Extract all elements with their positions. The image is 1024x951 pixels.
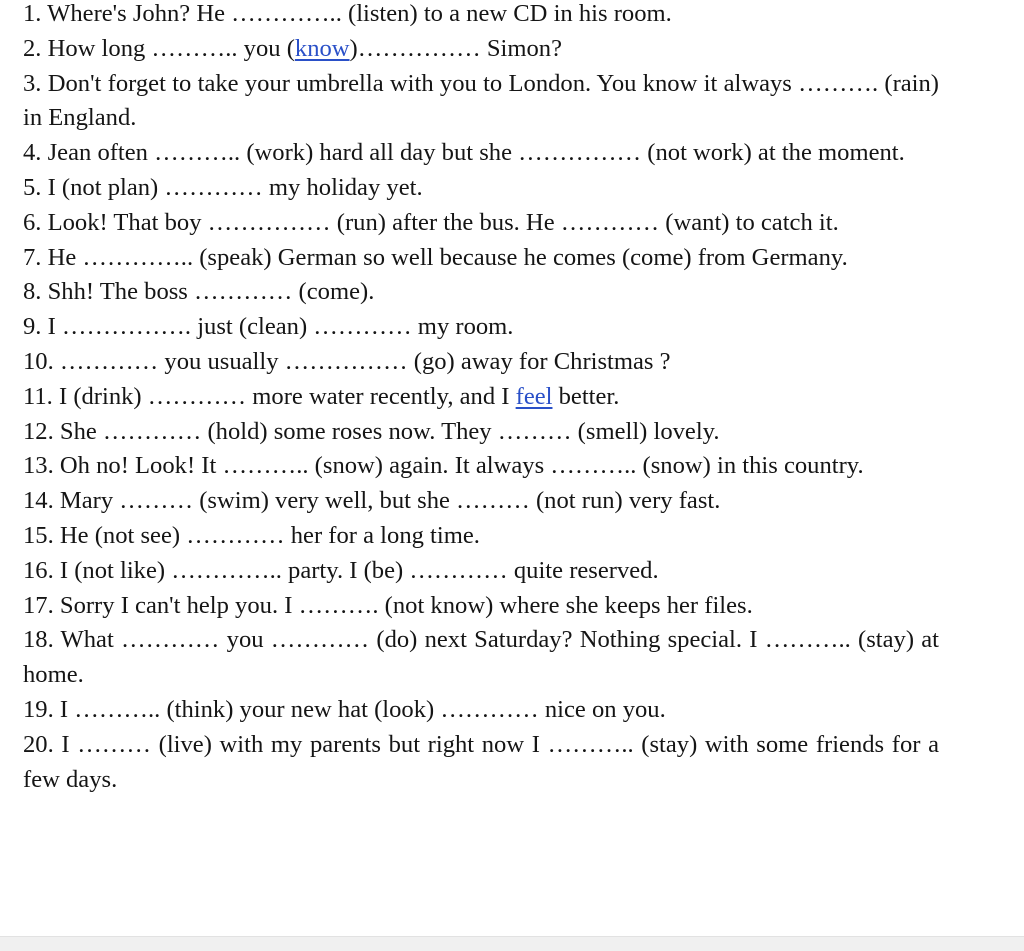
exercise-item-6 <box>23 206 939 241</box>
item-text: better. <box>552 382 620 410</box>
exercise-item-5 <box>23 171 939 206</box>
exercise-item-11 <box>23 380 939 415</box>
exercise-item-14 <box>23 484 939 519</box>
exercise-item-1 <box>23 0 939 32</box>
item-text: 2. How long ……….. you ( <box>23 34 295 62</box>
item-text: 10. ………… you usually …………… (go) away for Christmas ? <box>23 347 671 375</box>
item-text: 18. What ………… you ………… (do) next Saturday? Nothing special. I ……….. (stay) at home. <box>23 626 939 689</box>
exercise-item-2 <box>23 32 939 67</box>
page-bottom-edge <box>0 936 1024 951</box>
item-text: 17. Sorry I can't help you. I ………. (not know) where she keeps her files. <box>23 591 753 619</box>
item-text: 16. I (not like) ………….. party. I (be) ………… quite reserved. <box>23 556 659 584</box>
exercise-item-12 <box>23 415 939 450</box>
item-text: )…………… Simon? <box>349 34 563 62</box>
item-text: 5. I (not plan) ………… my holiday yet. <box>23 173 423 201</box>
item-text: 9. I ……………. just (clean) ………… my room. <box>23 313 514 341</box>
hyperlink-know[interactable]: know <box>294 34 350 62</box>
exercise-item-4 <box>23 136 939 171</box>
item-text: 19. I ……….. (think) your new hat (look) ………… nice on you. <box>23 695 666 723</box>
exercise-item-3 <box>23 67 939 137</box>
item-text: 15. He (not see) ………… her for a long time. <box>23 521 480 549</box>
exercise-item-16 <box>23 554 939 589</box>
exercise-item-18 <box>23 623 939 693</box>
item-text: 3. Don't forget to take your umbrella with you to London. You know it always ………. (rain) in England. <box>23 69 939 132</box>
item-text: 1. Where's John? He ………….. (listen) to a new CD in his room. <box>23 0 672 27</box>
item-text: 8. Shh! The boss ………… (come). <box>23 278 375 306</box>
item-text: 6. Look! That boy …………… (run) after the bus. He ………… (want) to catch it. <box>23 208 839 236</box>
exercise-item-13 <box>23 449 939 484</box>
item-text: 4. Jean often ……….. (work) hard all day but she …………… (not work) at the moment. <box>23 139 905 167</box>
item-text: 7. He ………….. (speak) German so well because he comes (come) from Germany. <box>23 243 848 271</box>
exercise-item-20 <box>23 728 939 798</box>
exercise-list <box>23 0 939 797</box>
exercise-item-19 <box>23 693 939 728</box>
exercise-item-8 <box>23 275 939 310</box>
item-text: 11. I (drink) ………… more water recently, and I <box>23 382 516 410</box>
exercise-item-10 <box>23 345 939 380</box>
exercise-item-15 <box>23 519 939 554</box>
item-text: 14. Mary ……… (swim) very well, but she ……… (not run) very fast. <box>23 487 721 515</box>
exercise-item-7 <box>23 241 939 276</box>
item-text: 13. Oh no! Look! It ……….. (snow) again. It always ……….. (snow) in this country. <box>23 452 864 480</box>
exercise-item-17 <box>23 589 939 624</box>
exercise-item-9 <box>23 310 939 345</box>
item-text: 20. I ……… (live) with my parents but right now I ……….. (stay) with some friends for a few days. <box>23 730 939 793</box>
item-text: 12. She ………… (hold) some roses now. They ……… (smell) lovely. <box>23 417 720 445</box>
hyperlink-feel[interactable]: feel <box>515 382 553 410</box>
